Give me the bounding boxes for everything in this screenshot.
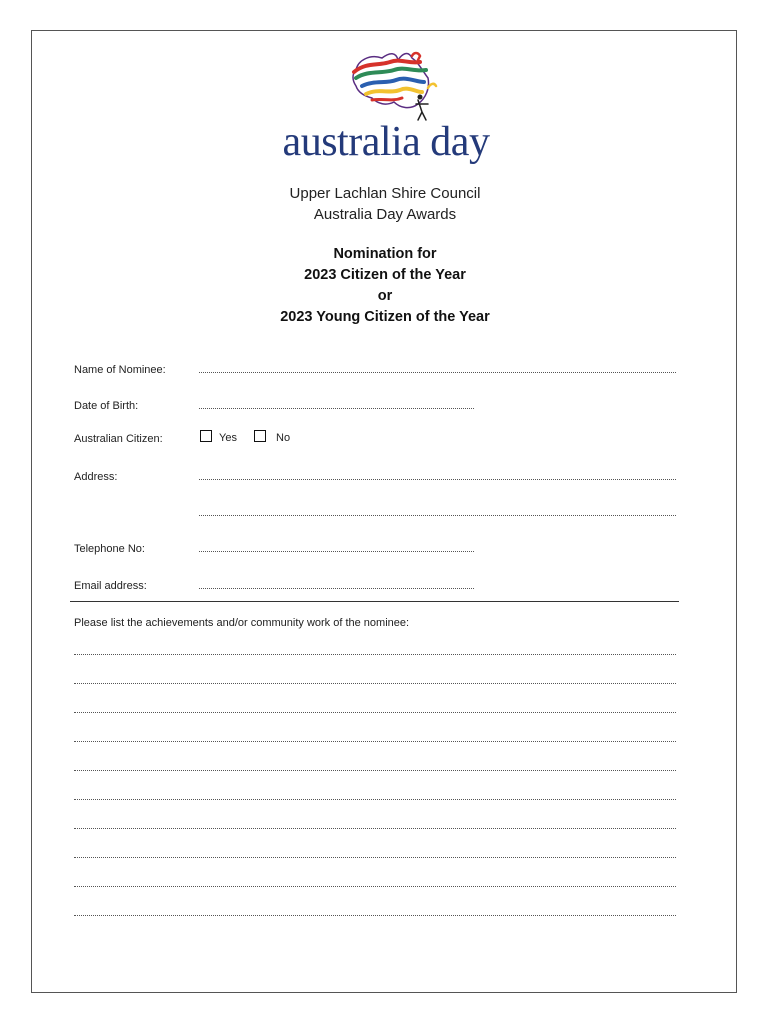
achievements-line-3[interactable] [74,712,676,713]
name-label: Name of Nominee: [74,364,166,376]
dob-field[interactable] [199,408,474,409]
nomination-line-3: or [377,288,393,304]
section-divider [70,601,679,602]
achievements-line-10[interactable] [74,915,676,916]
achievements-line-5[interactable] [74,770,676,771]
logo-wordmark: australia day [282,119,490,165]
achievements-line-2[interactable] [74,683,676,684]
yes-checkbox[interactable] [200,430,212,442]
nomination-line-4: 2023 Young Citizen of the Year [280,309,490,325]
telephone-field[interactable] [199,551,474,552]
achievements-line-8[interactable] [74,857,676,858]
australia-map-icon [338,48,438,122]
achievements-label: Please list the achievements and/or community work of the nominee: [74,617,410,629]
citizen-label: Australian Citizen: [74,433,163,445]
nomination-line-2: 2023 Citizen of the Year [304,267,466,283]
achievements-line-6[interactable] [74,799,676,800]
achievements-line-9[interactable] [74,886,676,887]
awards-title: Australia Day Awards [313,206,457,223]
page-frame [31,30,737,993]
no-label: No [276,432,291,444]
australia-day-logo [258,48,514,168]
nomination-line-1: Nomination for [333,246,437,262]
address-field-line-2[interactable] [199,515,676,516]
name-field[interactable] [199,372,676,373]
dob-label: Date of Birth: [74,400,139,412]
achievements-line-7[interactable] [74,828,676,829]
achievements-line-4[interactable] [74,741,676,742]
achievements-line-1[interactable] [74,654,676,655]
email-field[interactable] [199,588,474,589]
council-name: Upper Lachlan Shire Council [289,185,481,202]
address-field-line-1[interactable] [199,479,676,480]
email-label: Email address: [74,580,147,592]
no-checkbox[interactable] [254,430,266,442]
telephone-label: Telephone No: [74,543,145,555]
yes-label: Yes [219,432,237,444]
address-label: Address: [74,471,118,483]
